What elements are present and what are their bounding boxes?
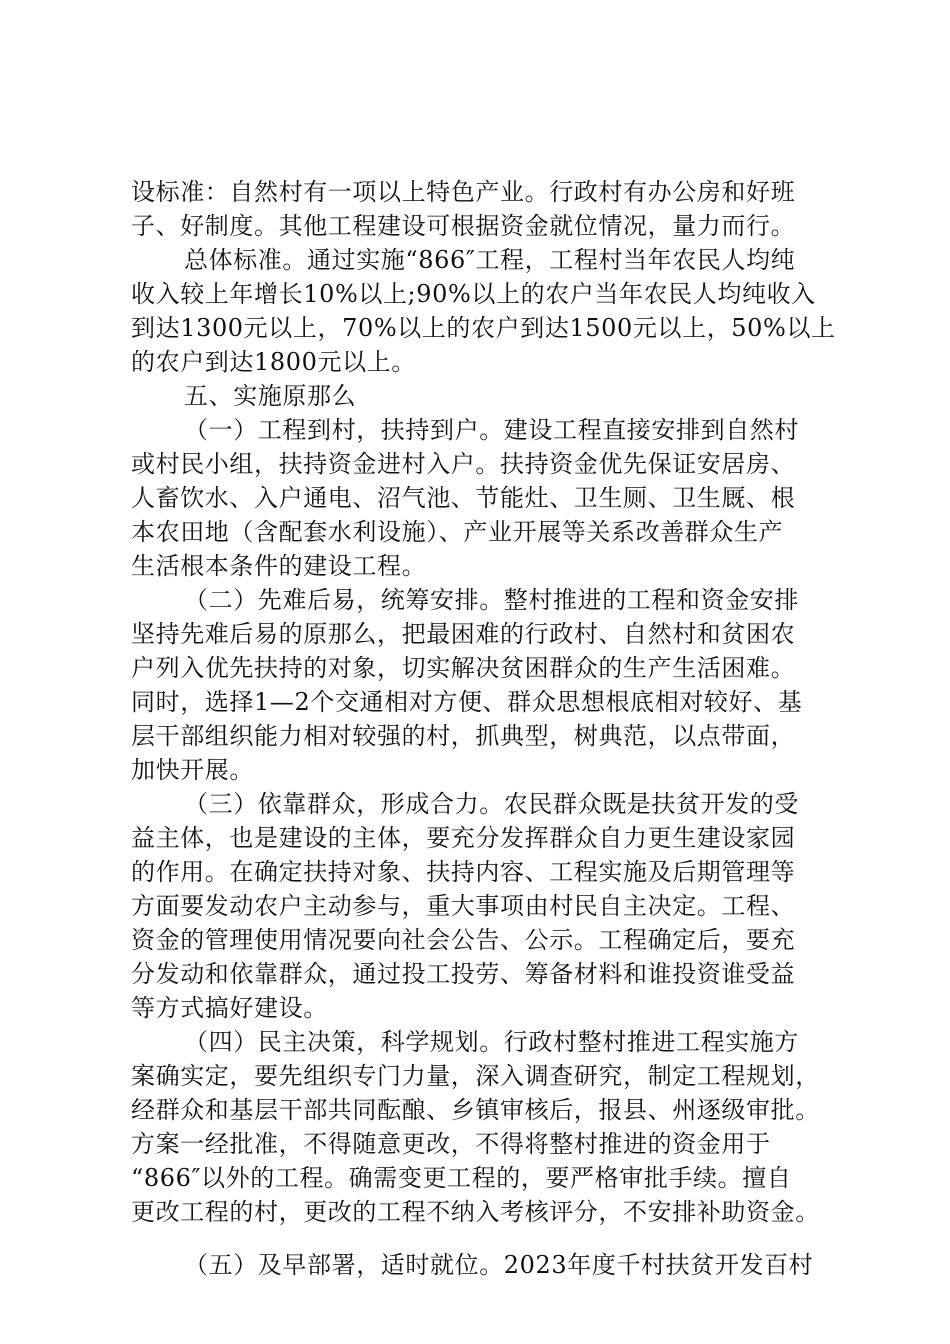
text-line: 等方式搞好建设。 (131, 994, 328, 1022)
text-line: 分发动和依靠群众，通过投工投劳、筹备材料和谁投资谁受益 (131, 960, 796, 988)
text-line: 同时，选择1—2个交通相对方便、群众思想根底相对较好、基 (131, 688, 803, 716)
text-line: 方面要发动农户主动参与，重大事项由村民自主决定。工程、 (131, 892, 796, 920)
text-line: 收入较上年增长10%以上;90%以上的农户当年农民人均纯收入 (131, 280, 816, 308)
text-line: 生活根本条件的建设工程。 (131, 552, 427, 580)
text-line: （一）工程到村，扶持到户。建设工程直接安排到自然村 (184, 416, 799, 444)
text-line: 坚持先难后易的原那么，把最困难的行政村、自然村和贫困农 (131, 620, 796, 648)
text-line: 层干部组织能力相对较强的村，抓典型，树典范，以点带面， (131, 722, 796, 750)
text-line: （四）民主决策，科学规划。行政村整村推进工程实施方 (184, 1028, 799, 1056)
text-line: 资金的管理使用情况要向社会公告、公示。工程确定后，要充 (131, 926, 796, 954)
text-line: 户列入优先扶持的对象，切实解决贫困群众的生产生活困难。 (131, 654, 796, 682)
text-line: 益主体，也是建设的主体，要充分发挥群众自力更生建设家园 (131, 824, 796, 852)
text-line: 总体标准。通过实施“866″工程，工程村当年农民人均纯 (184, 246, 796, 274)
text-line: “866″以外的工程。确需变更工程的，要严格审批手续。擅自 (131, 1164, 792, 1192)
text-line: 到达1300元以上，70%以上的农户到达1500元以上，50%以上 (131, 314, 836, 342)
text-line: 更改工程的村，更改的工程不纳入考核评分，不安排补助资金。 (131, 1198, 820, 1226)
text-line: 本农田地（含配套水利设施）、产业开展等关系改善群众生产 (131, 518, 784, 546)
text-line: 方案一经批准，不得随意更改，不得将整村推进的资金用于 (131, 1130, 771, 1158)
text-line: 或村民小组，扶持资金进村入户。扶持资金优先保证安居房、 (131, 450, 796, 478)
text-line: 经群众和基层干部共同酝酿、乡镇审核后，报县、州逐级审批。 (131, 1096, 820, 1124)
text-line: 设标准：自然村有一项以上特色产业。行政村有办公房和好班 (131, 178, 796, 206)
section-heading: 五、实施原那么 (184, 382, 357, 410)
text-line: （二）先难后易，统筹安排。整村推进的工程和资金安排 (184, 586, 799, 614)
text-line: （三）依靠群众，形成合力。农民群众既是扶贫开发的受 (184, 790, 799, 818)
text-line: 的作用。在确定扶持对象、扶持内容、工程实施及后期管理等 (131, 858, 796, 886)
text-line: 人畜饮水、入户通电、沼气池、节能灶、卫生厕、卫生厩、根 (131, 484, 796, 512)
text-line: 的农户到达1800元以上。 (131, 348, 416, 376)
text-line: 案确实定，要先组织专门力量，深入调查研究，制定工程规划， (131, 1062, 820, 1090)
text-line: （五）及早部署，适时就位。2023年度千村扶贫开发百村 (184, 1251, 814, 1279)
text-line: 加快开展。 (131, 756, 254, 784)
text-line: 子、好制度。其他工程建设可根据资金就位情况，量力而行。 (131, 212, 796, 240)
